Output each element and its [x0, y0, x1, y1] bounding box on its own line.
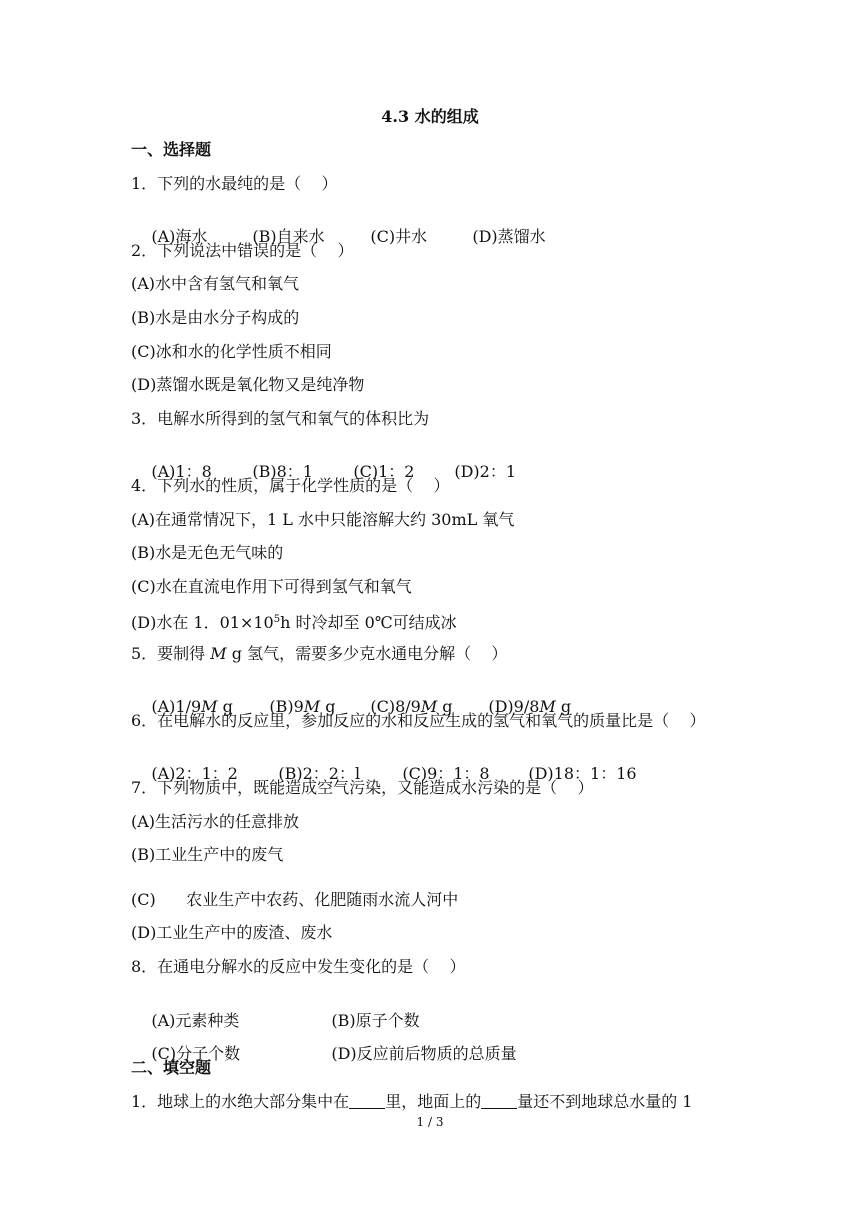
option: (B)自来水 — [252, 227, 325, 246]
text: (A)1/9 — [151, 697, 202, 716]
question-2-option-c: (C)冰和水的化学性质不相同 — [131, 342, 332, 361]
text: 量还不到地球总水量的 1 — [517, 1092, 693, 1111]
text: h 时冷却至 0℃可结成冰 — [280, 613, 457, 632]
question-7-option-a: (A)生活污水的任意排放 — [131, 812, 300, 831]
option: (A)2：1：2 — [151, 764, 238, 783]
question-2: 2．下列说法中错误的是（ ） — [131, 241, 354, 260]
text: (D)水在 1．01×10 — [131, 613, 274, 632]
answer-blank[interactable] — [481, 1094, 517, 1109]
question-2-option-b: (B)水是由水分子构成的 — [131, 308, 300, 327]
variable-m: M — [303, 697, 321, 716]
question-8: 8．在通电分解水的反应中发生变化的是（ ） — [131, 957, 466, 976]
variable-m: M — [210, 644, 227, 663]
text: g — [437, 697, 453, 716]
answer-blank[interactable] — [349, 1094, 385, 1109]
question-4: 4．下列水的性质，属于化学性质的是（ ） — [131, 476, 450, 495]
page-title: 4.3 水的组成 — [381, 107, 479, 126]
question-4-option-b: (B)水是无色无气味的 — [131, 543, 284, 562]
question-7-option-c: (C) 农业生产中农药、化肥随雨水流人河中 — [131, 890, 459, 909]
question-6: 6．在电解水的反应里，参加反应的水和反应生成的氢气和氧气的质量比是（ ） — [131, 711, 706, 730]
option: (A)海水 — [151, 227, 208, 246]
option: (C)1：2 — [353, 462, 415, 481]
text: (C)8/9 — [370, 697, 421, 716]
option: (D)2：1 — [454, 462, 517, 481]
option: (C)分子个数 — [151, 1044, 241, 1063]
text: 里，地面上的 — [385, 1092, 482, 1111]
question-3: 3．电解水所得到的氢气和氧气的体积比为 — [131, 409, 430, 428]
variable-m: M — [201, 697, 218, 716]
option: (B)8：1 — [252, 462, 313, 481]
text: g — [217, 697, 233, 716]
question-7-option-d: (D)工业生产中的废渣、废水 — [131, 923, 333, 942]
option: (C)9：1：8 — [402, 764, 490, 783]
variable-m: M — [539, 697, 556, 716]
option: (A)元素种类 — [151, 1011, 240, 1030]
text: (B)9 — [269, 697, 304, 716]
fill-question-1 — [131, 1092, 692, 1112]
option: (B)原子个数 — [331, 1011, 420, 1030]
variable-m: M — [420, 697, 438, 716]
option: (B)2：2：l — [278, 764, 361, 783]
superscript: 5 — [273, 614, 281, 625]
text: (D)9/8 — [488, 697, 540, 716]
question-7-option-b: (B)工业生产中的废气 — [131, 845, 284, 864]
text: g 氢气，需要多少克水通电分解（ ） — [226, 644, 508, 663]
text: g — [320, 697, 336, 716]
text: g — [555, 697, 572, 716]
question-1: 1．下列的水最纯的是（ ） — [131, 174, 338, 193]
question-4-option-a: (A)在通常情况下，1 L 水中只能溶解大约 30mL 氧气 — [131, 510, 515, 529]
question-5 — [131, 644, 507, 664]
option: (D)蒸馏水 — [472, 227, 546, 246]
question-2-option-a: (A)水中含有氢气和氧气 — [131, 274, 300, 293]
question-2-option-d: (D)蒸馏水既是氧化物又是纯净物 — [131, 375, 365, 394]
option: (D)18：1：16 — [528, 764, 637, 783]
option: (D)反应前后物质的总质量 — [331, 1044, 517, 1063]
question-4-option-d — [131, 610, 457, 633]
option: (A)1：8 — [151, 462, 212, 481]
page-number: 1 / 3 — [416, 1115, 444, 1129]
question-7: 7．下列物质中，既能造成空气污染，又能造成水污染的是（ ） — [131, 778, 594, 797]
section-heading-fill: 二、填空题 — [131, 1058, 212, 1077]
text: 1．地球上的水绝大部分集中在 — [131, 1092, 350, 1111]
text: 5．要制得 — [131, 644, 211, 663]
question-4-option-c: (C)水在直流电作用下可得到氢气和氧气 — [131, 577, 412, 596]
section-heading-choice: 一、选择题 — [131, 140, 212, 159]
option: (C)井水 — [370, 227, 428, 246]
